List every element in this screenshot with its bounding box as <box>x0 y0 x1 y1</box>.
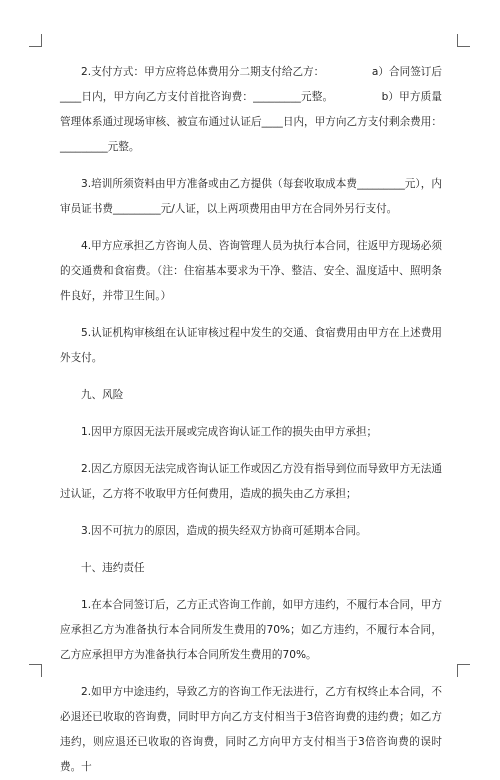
breach-item-1: 1.在本合同签订后，乙方正式咨询工作前，如甲方违约，不履行本合同，甲方应承担乙方为准备执行本合同所发生费用的70%；如乙方违约，不履行本合同，乙方应承担甲方为准备执行本合同所发生费用的70%。 <box>60 599 442 661</box>
travel-expense-paragraph: 4.甲方应承担乙方咨询人员、咨询管理人员为执行本合同，往返甲方现场必须的交通费和食宿费。（注：住宿基本要求为干净、整洁、安全、温度适中、照明条件良好，并带卫生间。） <box>60 240 442 302</box>
document-body <box>60 60 442 780</box>
risk-item-1: 1.因甲方原因无法开展或完成咨询认证工作的损失由甲方承担； <box>81 426 378 438</box>
crop-mark-top-left <box>29 34 42 47</box>
section-heading-risk: 九、风险 <box>81 389 124 401</box>
crop-mark-top-right <box>457 34 470 47</box>
breach-item-2: 2.如甲方中途违约，导致乙方的咨询工作无法进行，乙方有权终止本合同，不必退还已收取的咨询费，同时甲方向乙方支付相当于3倍咨询费的违约费；如乙方违约，则应退还已收取的咨询费，同时乙方向甲方支付相当于3倍咨询费的误时费。十 <box>60 686 442 773</box>
section-heading-breach: 十、违约责任 <box>81 562 145 574</box>
audit-expense-paragraph: 5.认证机构审核组在认证审核过程中发生的交通、食宿费用由甲方在上述费用外支付。 <box>60 327 442 364</box>
crop-mark-bottom-right <box>457 664 470 677</box>
crop-mark-bottom-left <box>29 664 42 677</box>
risk-item-3: 3.因不可抗力的原因，造成的损失经双方协商可延期本合同。 <box>81 525 367 537</box>
risk-item-2: 2.因乙方原因无法完成咨询认证工作或因乙方没有指导到位而导致甲方无法通过认证，乙方将不收取甲方任何费用，造成的损失由乙方承担； <box>60 463 442 500</box>
payment-terms-paragraph: 2.支付方式：甲方应将总体费用分二期支付给乙方： a）合同签订后____日内，甲方向乙方支付首批咨询费：_________元整。 b）甲方质量管理体系通过现场审核、被宣布通过认证后____日内，甲方向乙方支付剩余费用：_________元整。 <box>60 66 442 153</box>
training-materials-paragraph: 3.培训所须资料由甲方准备或由乙方提供（每套收取成本费_________元），内审员证书费_________元/人证，以上两项费用由甲方在合同外另行支付。 <box>60 178 442 215</box>
